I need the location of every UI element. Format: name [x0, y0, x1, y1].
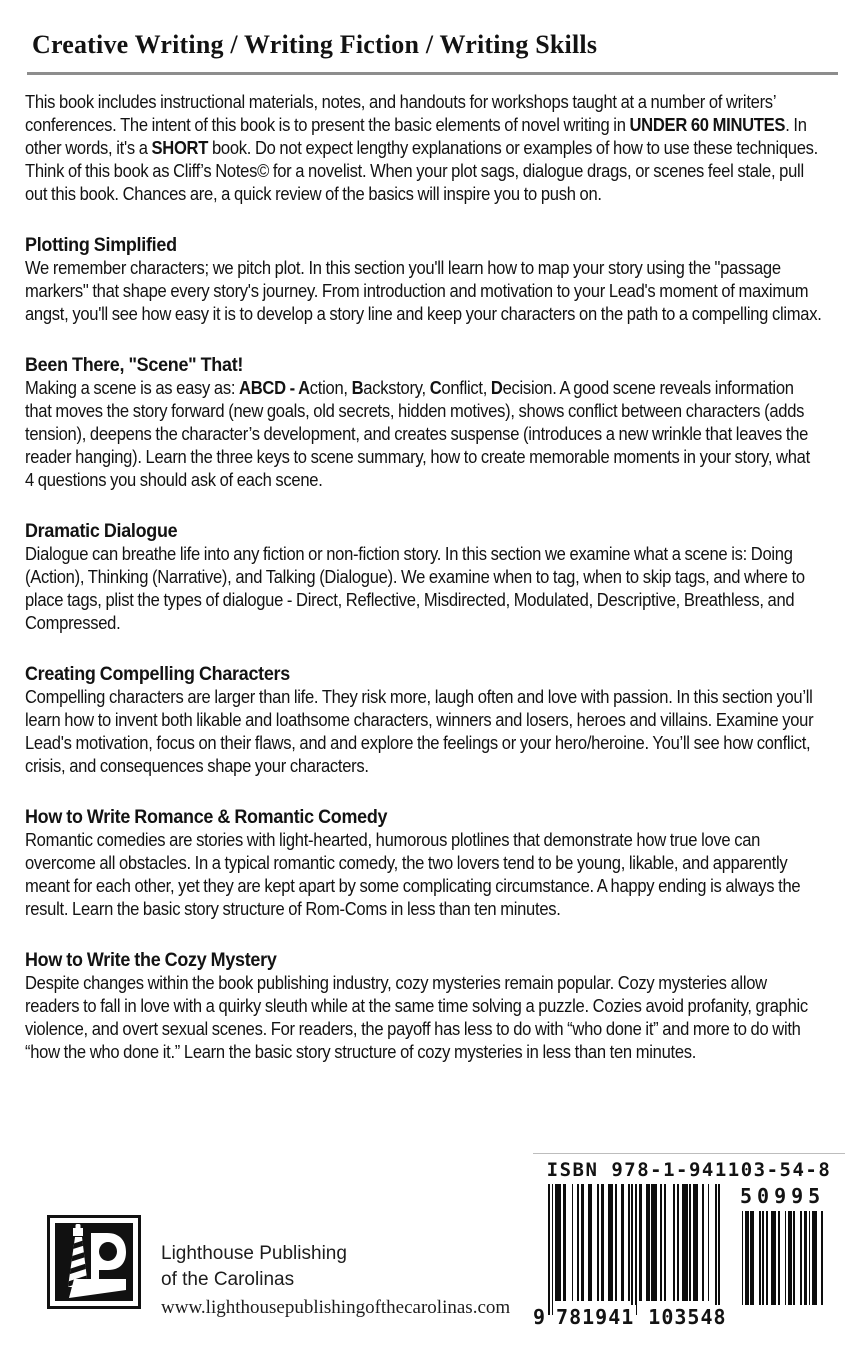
supplement-barcode-block — [740, 1184, 824, 1305]
supplement-barcode — [740, 1211, 824, 1305]
section-paragraph: Romantic comedies are stories with light-hearted, humorous plotlines that demonstrate how true love can overcome all obstacles. In a typical romantic comedy, the two lovers tend to be young, likable, and apparently meant for each other, yet they are kept apart by some complicating circumstance. A happy ending is always the result. Learn the basic story structure of Rom-Coms in less than ten minutes. — [25, 830, 801, 919]
section-heading: Plotting Simplified — [25, 234, 177, 256]
section-been-there-scene-that — [25, 354, 822, 492]
ean13-digits-right: 103548 — [648, 1305, 727, 1329]
isbn-label: ISBN 978-1-941103-54-8 — [546, 1159, 832, 1181]
ean13-digits-left: 781941 — [556, 1305, 635, 1329]
barcode-row — [533, 1184, 845, 1360]
supplement-digits: 50995 — [740, 1184, 826, 1208]
section-romance-romantic-comedy — [25, 806, 822, 921]
publisher-name-line1: Lighthouse Publishing — [161, 1243, 347, 1264]
section-paragraph: Despite changes within the book publishing industry, cozy mysteries remain popular. Cozy mysteries allow readers to fall in love with a quirky sleuth while at the same time solving a puzzle. Cozies avoid profanity, graphic violence, and overt sexual scenes. For readers, the payoff has less to do with “who done it” and more to do with “how the who done it.” Learn the basic story structure of cozy mysteries in less than ten minutes. — [25, 973, 808, 1062]
section-heading: How to Write the Cozy Mystery — [25, 949, 277, 971]
section-heading: How to Write Romance & Romantic Comedy — [25, 806, 388, 828]
section-plotting-simplified — [25, 234, 822, 326]
section-heading: Dramatic Dialogue — [25, 520, 178, 542]
section-paragraph: We remember characters; we pitch plot. In this section you'll learn how to map your story using the "passage markers" that shape every story's journey. From introduction and motivation to your Lead's moment of maximum angst, you'll see how easy it is to develop a story line and keep your characters on the path to a compelling climax. — [25, 258, 822, 324]
section-paragraph: Making a scene is as easy as: ABCD - Action, Backstory, Conflict, Decision. A good scene reveals information that moves the story forward (new goals, old secrets, hidden motives), shows conflict between characters (adds tension), deepens the character’s development, and creates suspense (introduces a new wrinkle that leaves the reader hanging). Learn the three keys to scene summary, how to create memorable moments in your story, what 4 questions you should ask of each scene. — [25, 378, 810, 490]
section-creating-compelling-characters — [25, 663, 822, 778]
section-paragraph: Compelling characters are larger than life. They risk more, laugh often and love with passion. In this section you’ll learn how to invent both likable and loathsome characters, winners and losers, heroes and villains. Examine your Lead's motivation, focus on their flaws, and and explore the feelings or your hero/heroine. You’ll see how conflict, crisis, and consequences shape your characters. — [25, 687, 814, 776]
section-heading: Creating Compelling Characters — [25, 663, 290, 685]
ean13-digit-first: 9 — [533, 1305, 546, 1329]
section-cozy-mystery — [25, 949, 822, 1064]
publisher-name-line2: of the Carolinas — [161, 1269, 295, 1290]
section-heading: Been There, "Scene" That! — [25, 354, 244, 376]
intro-paragraph: This book includes instructional materials, notes, and handouts for workshops taught at a number of writers’ conferences. The intent of this book is to present the basic elements of novel writing in UNDER 60 MINUTES. In other words, it's a SHORT book. Do not expect lengthy explanations or examples of how to use these techniques. Think of this book as Cliff’s Notes© for a novelist. When your plot sags, dialogue drags, or scenes feel stale, pull out this book. Chances are, a quick review of the basics will inspire you to push on. — [25, 92, 818, 204]
publisher-block — [47, 1215, 510, 1319]
content — [0, 75, 850, 1064]
section-dramatic-dialogue — [25, 520, 822, 635]
ean13-digits — [533, 1305, 725, 1329]
ean13-barcode — [548, 1184, 720, 1315]
content-inner — [25, 91, 822, 1064]
category-line: Creative Writing / Writing Fiction / Writing Skills — [32, 30, 598, 59]
publisher-website: www.lighthousepublishingofthecarolinas.com — [161, 1297, 511, 1318]
header — [0, 0, 850, 60]
barcode-block — [533, 1153, 845, 1360]
publisher-text — [161, 1215, 510, 1319]
lighthouse-publisher-logo-icon — [47, 1215, 141, 1309]
section-paragraph: Dialogue can breathe life into any fiction or non-fiction story. In this section we examine what a scene is: Doing (Action), Thinking (Narrative), and Talking (Dialogue). We examine when to tag, when to skip tags, and where to place tags, plist the types of dialogue - Direct, Reflective, Misdirected, Modulated, Descriptive, Breathless, and Compressed. — [25, 544, 805, 633]
